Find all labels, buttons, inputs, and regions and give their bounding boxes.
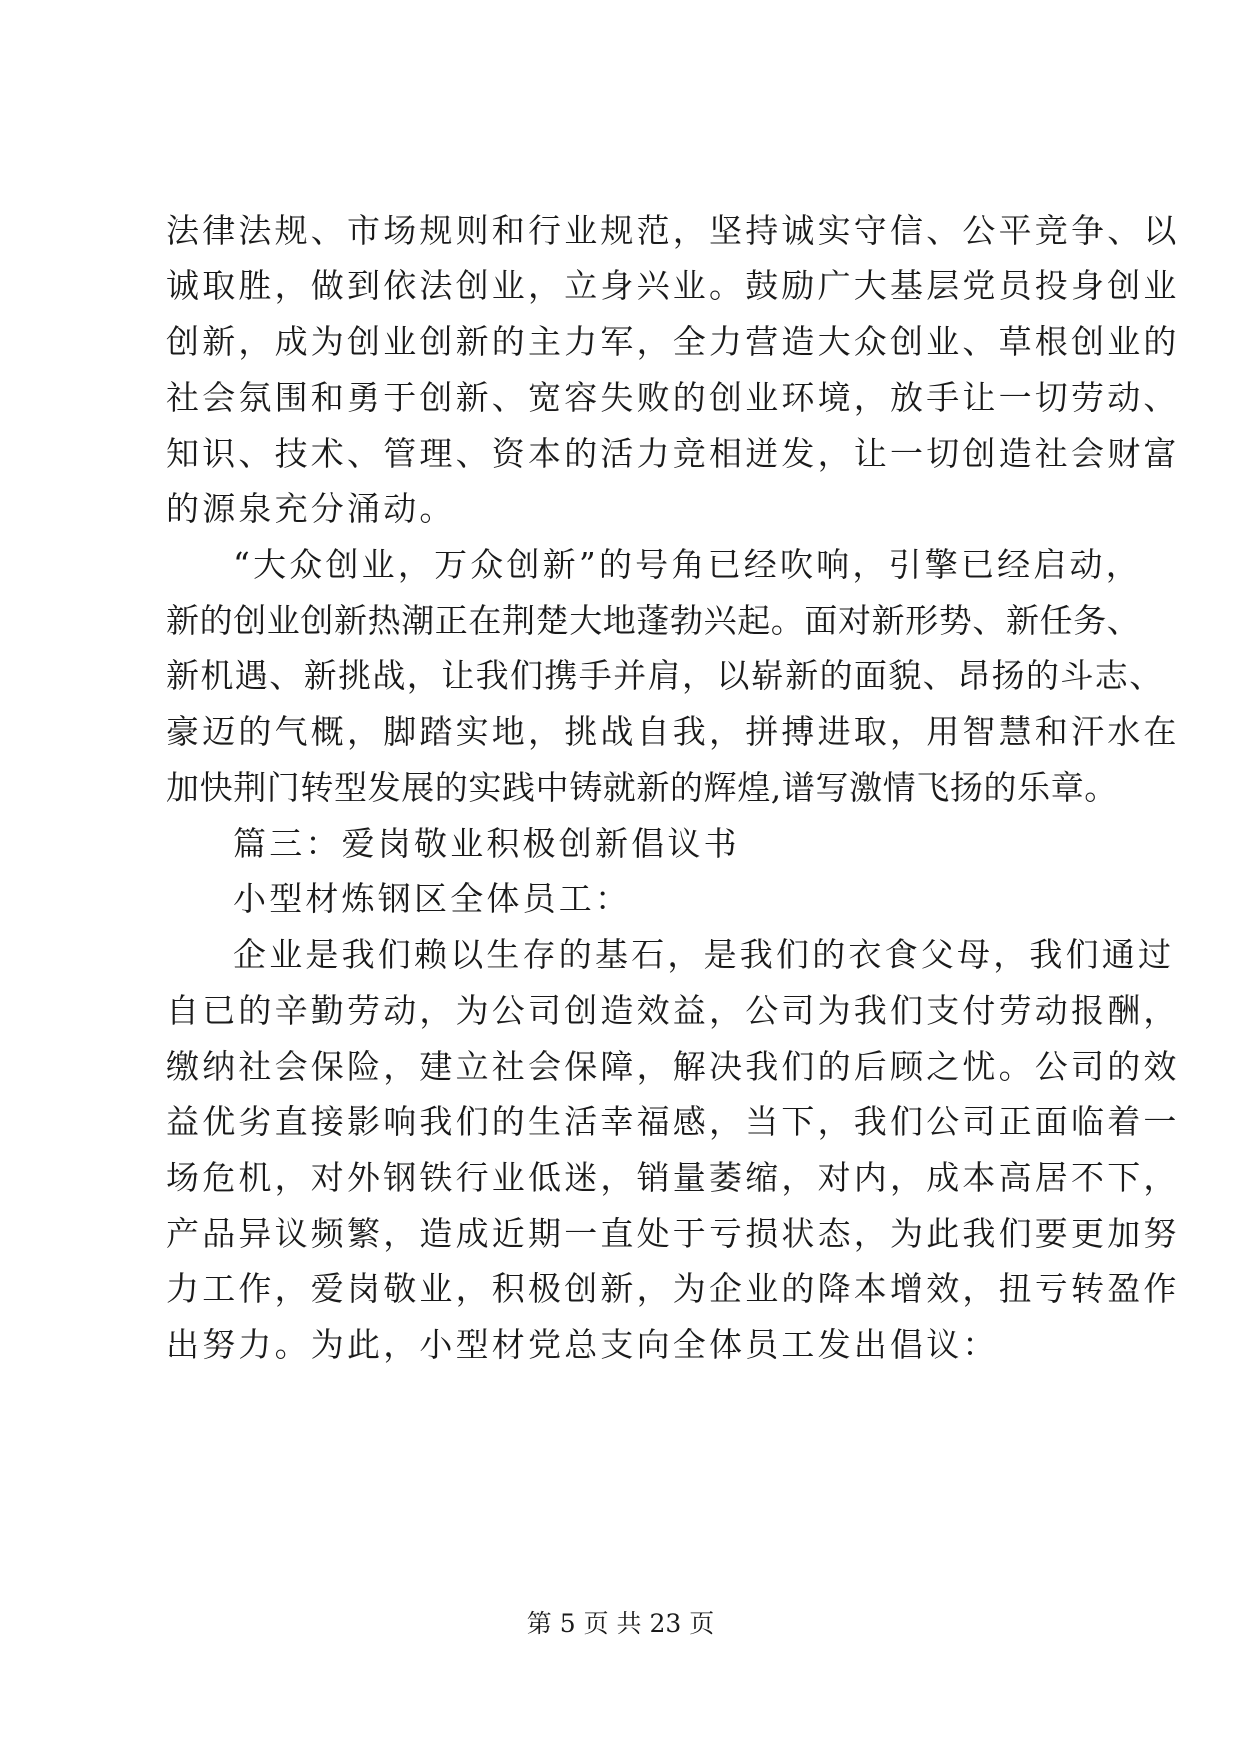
- paragraph-line: 产品异议频繁，造成近期一直处于亏损状态，为此我们要更加努: [166, 1214, 1180, 1253]
- salutation: 小型材炼钢区全体员工：: [233, 879, 632, 918]
- paragraph-line: 场危机，对外钢铁行业低迷，销量萎缩，对内，成本高居不下，: [166, 1158, 1180, 1197]
- paragraph-line: 自已的辛勤劳动，为公司创造效益，公司为我们支付劳动报酬，: [166, 991, 1180, 1030]
- section-heading: 篇三：爱岗敬业积极创新倡议书: [233, 824, 740, 863]
- paragraph-line: 新机遇、新挑战，让我们携手并肩，以崭新的面貌、昂扬的斗志、: [166, 656, 1164, 695]
- paragraph-line: 企业是我们赖以生存的基石，是我们的衣食父母，我们通过: [233, 935, 1175, 974]
- paragraph-line: 益优劣直接影响我们的生活幸福感，当下，我们公司正面临着一: [166, 1102, 1180, 1141]
- paragraph-line: 出努力。为此，小型材党总支向全体员工发出倡议：: [166, 1325, 999, 1364]
- paragraph-line: 豪迈的气概，脚踏实地，挑战自我，拼搏进取，用智慧和汗水在: [166, 712, 1180, 751]
- paragraph-line: “大众创业，万众创新”的号角已经吹响，引擎已经启动，: [233, 545, 1142, 584]
- paragraph-line: 缴纳社会保险，建立社会保障，解决我们的后顾之忧。公司的效: [166, 1047, 1180, 1086]
- paragraph-line: 知识、技术、管理、资本的活力竞相迸发，让一切创造社会财富: [166, 434, 1180, 473]
- paragraph-line: 力工作，爱岗敬业，积极创新，为企业的降本增效，扭亏转盈作: [166, 1269, 1180, 1308]
- paragraph-line: 法律法规、市场规则和行业规范，坚持诚实守信、公平竞争、以: [166, 211, 1180, 250]
- paragraph-line: 新的创业创新热潮正在荆楚大地蓬勃兴起。面对新形势、新任务、: [166, 601, 1141, 640]
- paragraph-line: 加快荆门转型发展的实践中铸就新的辉煌,谱写激情飞扬的乐章。: [166, 768, 1118, 807]
- paragraph-line: 诚取胜，做到依法创业，立身兴业。鼓励广大基层党员投身创业: [166, 266, 1180, 305]
- paragraph-line: 创新，成为创业创新的主力军，全力营造大众创业、草根创业的: [166, 322, 1180, 361]
- page-number-footer: 第 5 页 共 23 页: [526, 1609, 715, 1638]
- paragraph-line: 的源泉充分涌动。: [166, 489, 456, 528]
- paragraph-line: 社会氛围和勇于创新、宽容失败的创业环境，放手让一切劳动、: [166, 378, 1180, 417]
